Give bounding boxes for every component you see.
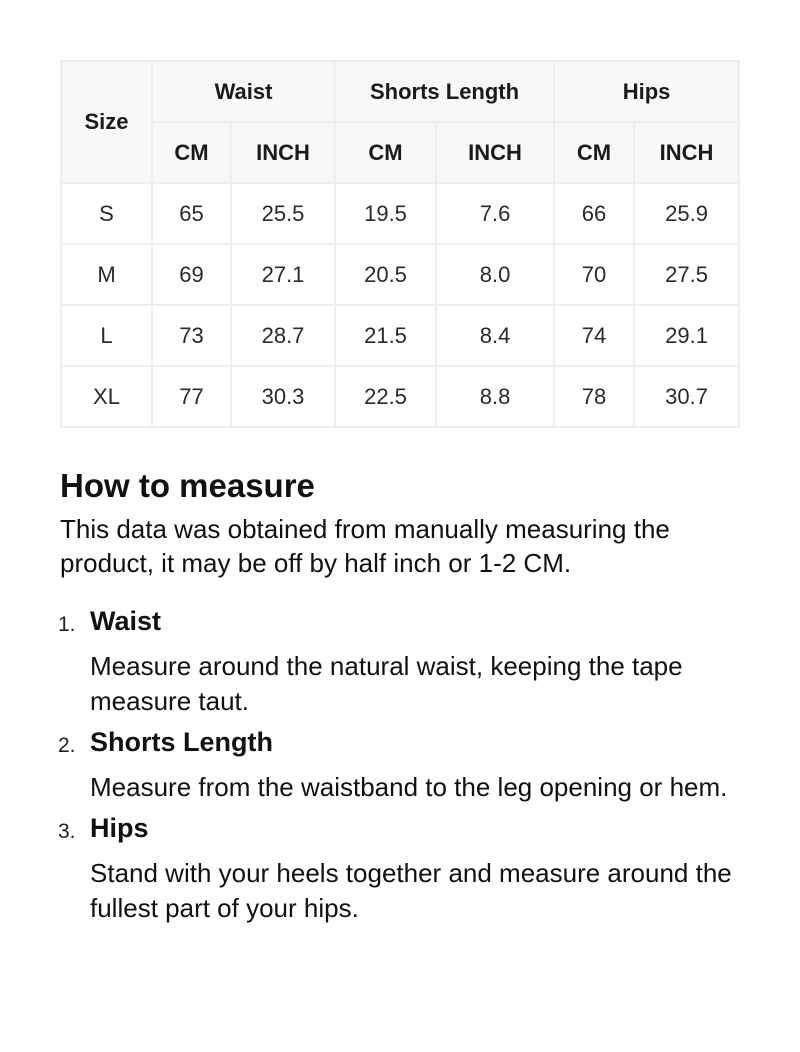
hips-cm-cell: 78 [554,366,634,427]
waist-group-header: Waist [152,61,335,122]
how-to-measure-section [60,464,740,926]
shorts-length-inch-cell: 7.6 [436,183,554,244]
shorts-length-group-header: Shorts Length [335,61,554,122]
size-cell: S [61,183,152,244]
table-row [61,305,739,366]
step-number: 3. [58,820,76,843]
step-title-shorts-length: Shorts Length [90,727,273,757]
waist-inch-header: INCH [231,122,335,183]
table-row [61,244,739,305]
waist-cm-cell: 65 [152,183,231,244]
list-item [60,725,740,805]
hips-cm-cell: 74 [554,305,634,366]
waist-cm-header: CM [152,122,231,183]
shorts-length-inch-cell: 8.8 [436,366,554,427]
size-chart-table [60,60,740,428]
waist-cm-cell: 77 [152,366,231,427]
size-cell: XL [61,366,152,427]
hips-group-header: Hips [554,61,739,122]
hips-inch-cell: 27.5 [634,244,739,305]
list-item [60,604,740,719]
waist-cm-cell: 73 [152,305,231,366]
waist-inch-cell: 30.3 [231,366,335,427]
step-description-hips: Stand with your heels together and measure around the fullest part of your hips. [90,858,732,923]
waist-inch-cell: 28.7 [231,305,335,366]
step-number: 2. [58,734,76,757]
step-title-waist: Waist [90,606,162,636]
measure-intro-text: This data was obtained from manually measuring the product, it may be off by half inch or 1-2 CM. [60,514,670,578]
how-to-measure-heading: How to measure [60,467,315,504]
hips-cm-cell: 70 [554,244,634,305]
waist-inch-cell: 25.5 [231,183,335,244]
size-cell: L [61,305,152,366]
waist-inch-cell: 27.1 [231,244,335,305]
hips-cm-header: CM [554,122,634,183]
size-guide [60,60,740,932]
table-row [61,183,739,244]
header-row-units [61,122,739,183]
step-title-hips: Hips [90,813,149,843]
shorts-length-cm-header: CM [335,122,436,183]
hips-inch-cell: 29.1 [634,305,739,366]
shorts-length-inch-cell: 8.4 [436,305,554,366]
shorts-length-cm-cell: 21.5 [335,305,436,366]
hips-inch-cell: 25.9 [634,183,739,244]
size-column-header: Size [61,61,152,183]
shorts-length-inch-header: INCH [436,122,554,183]
shorts-length-cm-cell: 20.5 [335,244,436,305]
header-row-groups [61,61,739,122]
list-item [60,811,740,926]
hips-inch-header: INCH [634,122,739,183]
shorts-length-inch-cell: 8.0 [436,244,554,305]
step-number: 1. [58,613,76,636]
hips-inch-cell: 30.7 [634,366,739,427]
shorts-length-cm-cell: 19.5 [335,183,436,244]
waist-cm-cell: 69 [152,244,231,305]
step-description-waist: Measure around the natural waist, keeping the tape measure taut. [90,651,683,716]
shorts-length-cm-cell: 22.5 [335,366,436,427]
size-cell: M [61,244,152,305]
table-row [61,366,739,427]
step-description-shorts-length: Measure from the waistband to the leg opening or hem. [90,772,728,802]
measure-steps-list [60,604,740,926]
hips-cm-cell: 66 [554,183,634,244]
